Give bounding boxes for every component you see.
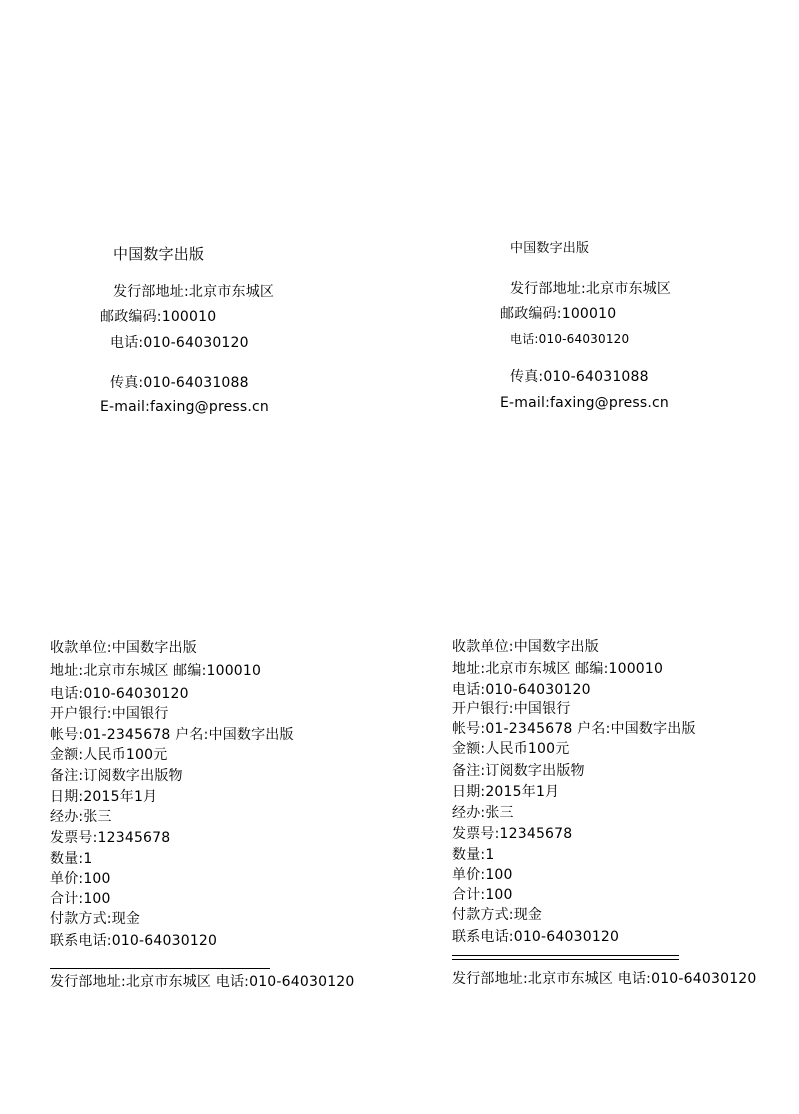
receipt-line: 金额:人民币100元 <box>50 747 168 763</box>
receipt-line: 地址:北京市东城区 邮编:100010 <box>452 661 664 677</box>
receipt-line: 数量:1 <box>452 847 495 863</box>
receipt-line: 电话:010-64030120 <box>50 686 189 702</box>
receipt-line: 电话:010-64030120 <box>452 682 591 698</box>
receipt-line: 数量:1 <box>50 851 93 867</box>
receipt-line: 付款方式:现金 <box>50 911 141 927</box>
card-title: 中国数字出版 <box>510 241 590 256</box>
receipt-line: 收款单位:中国数字出版 <box>50 640 197 656</box>
receipt-line: 地址:北京市东城区 邮编:100010 <box>50 663 262 679</box>
receipt-line: 单价:100 <box>452 867 513 883</box>
receipt-line: 经办:张三 <box>50 809 112 825</box>
card-line: 邮政编码:100010 <box>500 306 617 322</box>
receipt-line: 备注:订阅数字出版物 <box>50 768 183 784</box>
receipt-line: 金额:人民币100元 <box>452 741 570 757</box>
receipt-line: 开户银行:中国银行 <box>452 701 571 717</box>
card-line: E-mail:faxing@press.cn <box>500 395 670 411</box>
receipt-line: 备注:订阅数字出版物 <box>452 763 585 779</box>
receipt-line: 帐号:01-2345678 户名:中国数字出版 <box>50 727 294 743</box>
receipt-line: 日期:2015年1月 <box>452 784 560 800</box>
receipt-line: 发票号:12345678 <box>452 826 573 842</box>
receipt-line: 付款方式:现金 <box>452 907 543 923</box>
receipt-line: 发票号:12345678 <box>50 830 171 846</box>
divider <box>50 968 270 969</box>
receipt-line: 联系电话:010-64030120 <box>50 933 218 949</box>
receipt-footer: 发行部地址:北京市东城区 电话:010-64030120 <box>452 971 757 987</box>
receipt-footer: 发行部地址:北京市东城区 电话:010-64030120 <box>50 974 355 990</box>
receipt-line: 帐号:01-2345678 户名:中国数字出版 <box>452 721 696 737</box>
card-line: 发行部地址:北京市东城区 <box>510 281 672 297</box>
card-line: 电话:010-64030120 <box>110 335 249 351</box>
receipt-line: 日期:2015年1月 <box>50 789 158 805</box>
card-line: 传真:010-64031088 <box>110 375 249 391</box>
card-line: 发行部地址:北京市东城区 <box>113 284 275 300</box>
card-line: E-mail:faxing@press.cn <box>100 399 270 415</box>
double-divider <box>452 955 679 960</box>
receipt-line: 合计:100 <box>452 887 513 903</box>
card-line: 传真:010-64031088 <box>510 369 649 385</box>
receipt-line: 单价:100 <box>50 871 111 887</box>
card-line: 邮政编码:100010 <box>100 309 217 325</box>
receipt-line: 联系电话:010-64030120 <box>452 929 620 945</box>
receipt-line: 经办:张三 <box>452 805 514 821</box>
receipt-line: 合计:100 <box>50 891 111 907</box>
receipt-line: 收款单位:中国数字出版 <box>452 639 599 655</box>
receipt-line: 开户银行:中国银行 <box>50 706 169 722</box>
card-title: 中国数字出版 <box>113 245 205 263</box>
card-line: 电话:010-64030120 <box>510 332 630 346</box>
